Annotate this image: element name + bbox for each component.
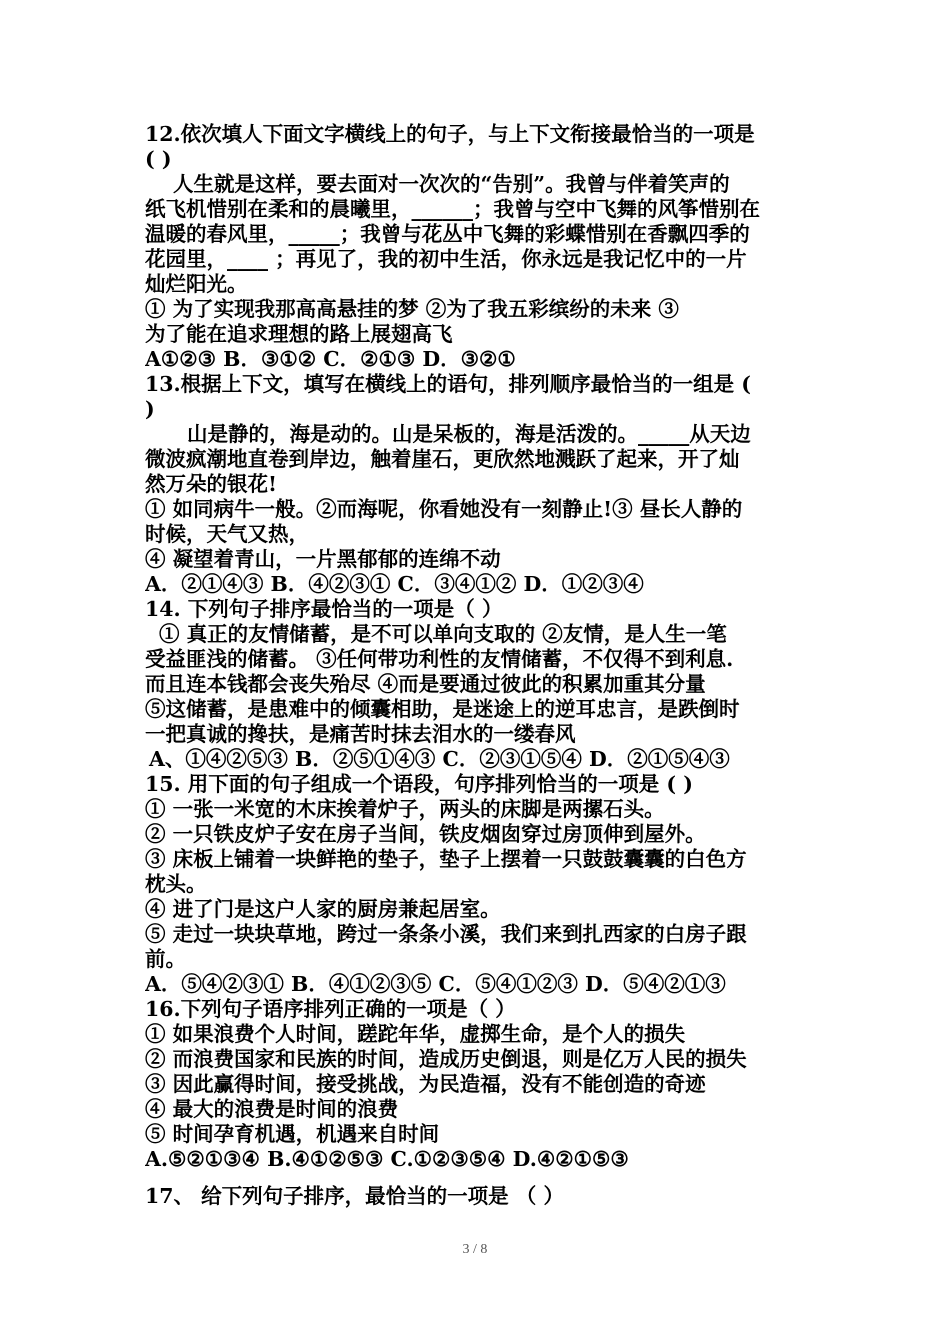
text-line: ) <box>145 397 155 421</box>
text-line: 枕头。 <box>145 872 207 896</box>
text-line: 17、 给下列句子排序，最恰当的一项是 （ ） <box>145 1184 564 1208</box>
text-line: ⑤ 时间孕育机遇，机遇来自时间 <box>145 1122 440 1146</box>
text-line: ② 一只铁皮炉子安在房子当间，铁皮烟囱穿过房顶伸到屋外。 <box>145 822 706 846</box>
text-line: 受益匪浅的储蓄。 ③任何带功利性的友情储蓄，不仅得不到利息. <box>145 647 734 671</box>
text-line: 然万朵的银花! <box>145 472 277 496</box>
text-line: 人生就是这样，要去面对一次次的“告别”。我曾与伴着笑声的 <box>173 172 730 196</box>
text-line: ③ 因此赢得时间，接受挑战，为民造福，没有不能创造的奇迹 <box>145 1072 706 1096</box>
text-line <box>145 1172 810 1184</box>
text-line: 为了能在追求理想的路上展翅高飞 <box>145 322 453 346</box>
text-line: ① 如果浪费个人时间，蹉跎年华，虚掷生命，是个人的损失 <box>145 1022 686 1046</box>
text-line: ① 真正的友情储蓄，是不可以单向支取的 ②友情，是人生一笔 <box>159 622 727 646</box>
text-line: 纸飞机惜别在柔和的晨曦里，______；我曾与空中飞舞的风筝惜别在 <box>145 197 760 221</box>
text-line: 灿烂阳光。 <box>145 272 248 296</box>
text-line: 温暖的春风里，_____；我曾与花丛中飞舞的彩蝶惜别在香飘四季的 <box>145 222 750 246</box>
text-line: ① 为了实现我那高高悬挂的梦 ②为了我五彩缤纷的未来 ③ <box>145 297 679 321</box>
text-line: 13.根据上下文，填写在横线上的语句，排列顺序最恰当的一组是 ( <box>145 372 751 396</box>
text-line: 前。 <box>145 947 186 971</box>
text-line: ① 如同病牛一般。②而海呢，你看她没有一刻静止!③ 昼长人静的 <box>145 497 743 521</box>
text-line: 微波疯潮地直卷到岸边，触着崖石，更欣然地溅跃了起来，开了灿 <box>145 447 740 471</box>
text-line: 12.依次填人下面文字横线上的句子，与上下文衔接最恰当的一项是 <box>145 122 755 146</box>
text-line: ⑤这储蓄，是患难中的倾囊相助，是迷途上的逆耳忠言，是跌倒时 <box>145 697 740 721</box>
text-line: 16.下列句子语序排列正确的一项是（ ） <box>145 997 516 1021</box>
text-line: 而且连本钱都会丧失殆尽 ④而是要通过彼此的积累加重其分量 <box>145 672 706 696</box>
text-line: ② 而浪费国家和民族的时间，造成历史倒退，则是亿万人民的损失 <box>145 1047 747 1071</box>
text-line: ⑤ 走过一块块草地，跨过一条条小溪，我们来到扎西家的白房子跟 <box>145 922 747 946</box>
text-line: ③ 床板上铺着一块鲜艳的垫子，垫子上摆着一只鼓鼓囊囊的白色方 <box>145 847 747 871</box>
text-line: ① 一张一米宽的木床挨着炉子，两头的床脚是两摞石头。 <box>145 797 665 821</box>
text-line: 时候，天气又热， <box>145 522 309 546</box>
text-line: ④ 凝望着青山，一片黑郁郁的连绵不动 <box>145 547 501 571</box>
document-body <box>145 122 810 1209</box>
text-line: ④ 最大的浪费是时间的浪费 <box>145 1097 399 1121</box>
text-line: 山是静的，海是动的。山是呆板的，海是活泼的。_____从天边 <box>187 422 751 446</box>
text-line: A、①④②⑤③ B．②⑤①④③ C．②③①⑤④ D．②①⑤④③ <box>149 747 730 771</box>
text-line: A．②①④③ B．④②③① C．③④①② D．①②③④ <box>145 572 644 596</box>
text-line: 14. 下列句子排序最恰当的一项是（ ） <box>145 597 503 621</box>
text-line: 一把真诚的搀扶，是痛苦时抹去泪水的一缕春风 <box>145 722 576 746</box>
text-line: 15. 用下面的句子组成一个语段，句序排列恰当的一项是 ( ) <box>145 772 693 796</box>
text-line: A.⑤②①③④ B.④①②⑤③ C.①②③⑤④ D.④②①⑤③ <box>145 1147 629 1171</box>
text-line: A．⑤④②③① B．④①②③⑤ C．⑤④①②③ D．⑤④②①③ <box>145 972 726 996</box>
text-line: ( ) <box>145 147 172 171</box>
text-line: A①②③ B．③①② C．②①③ D．③②① <box>145 347 516 371</box>
text-line: ④ 进了门是这户人家的厨房兼起居室。 <box>145 897 501 921</box>
page-number: 3 / 8 <box>462 1242 488 1257</box>
text-line: 花园里，____ ；再见了，我的初中生活，你永远是我记忆中的一片 <box>145 247 747 271</box>
